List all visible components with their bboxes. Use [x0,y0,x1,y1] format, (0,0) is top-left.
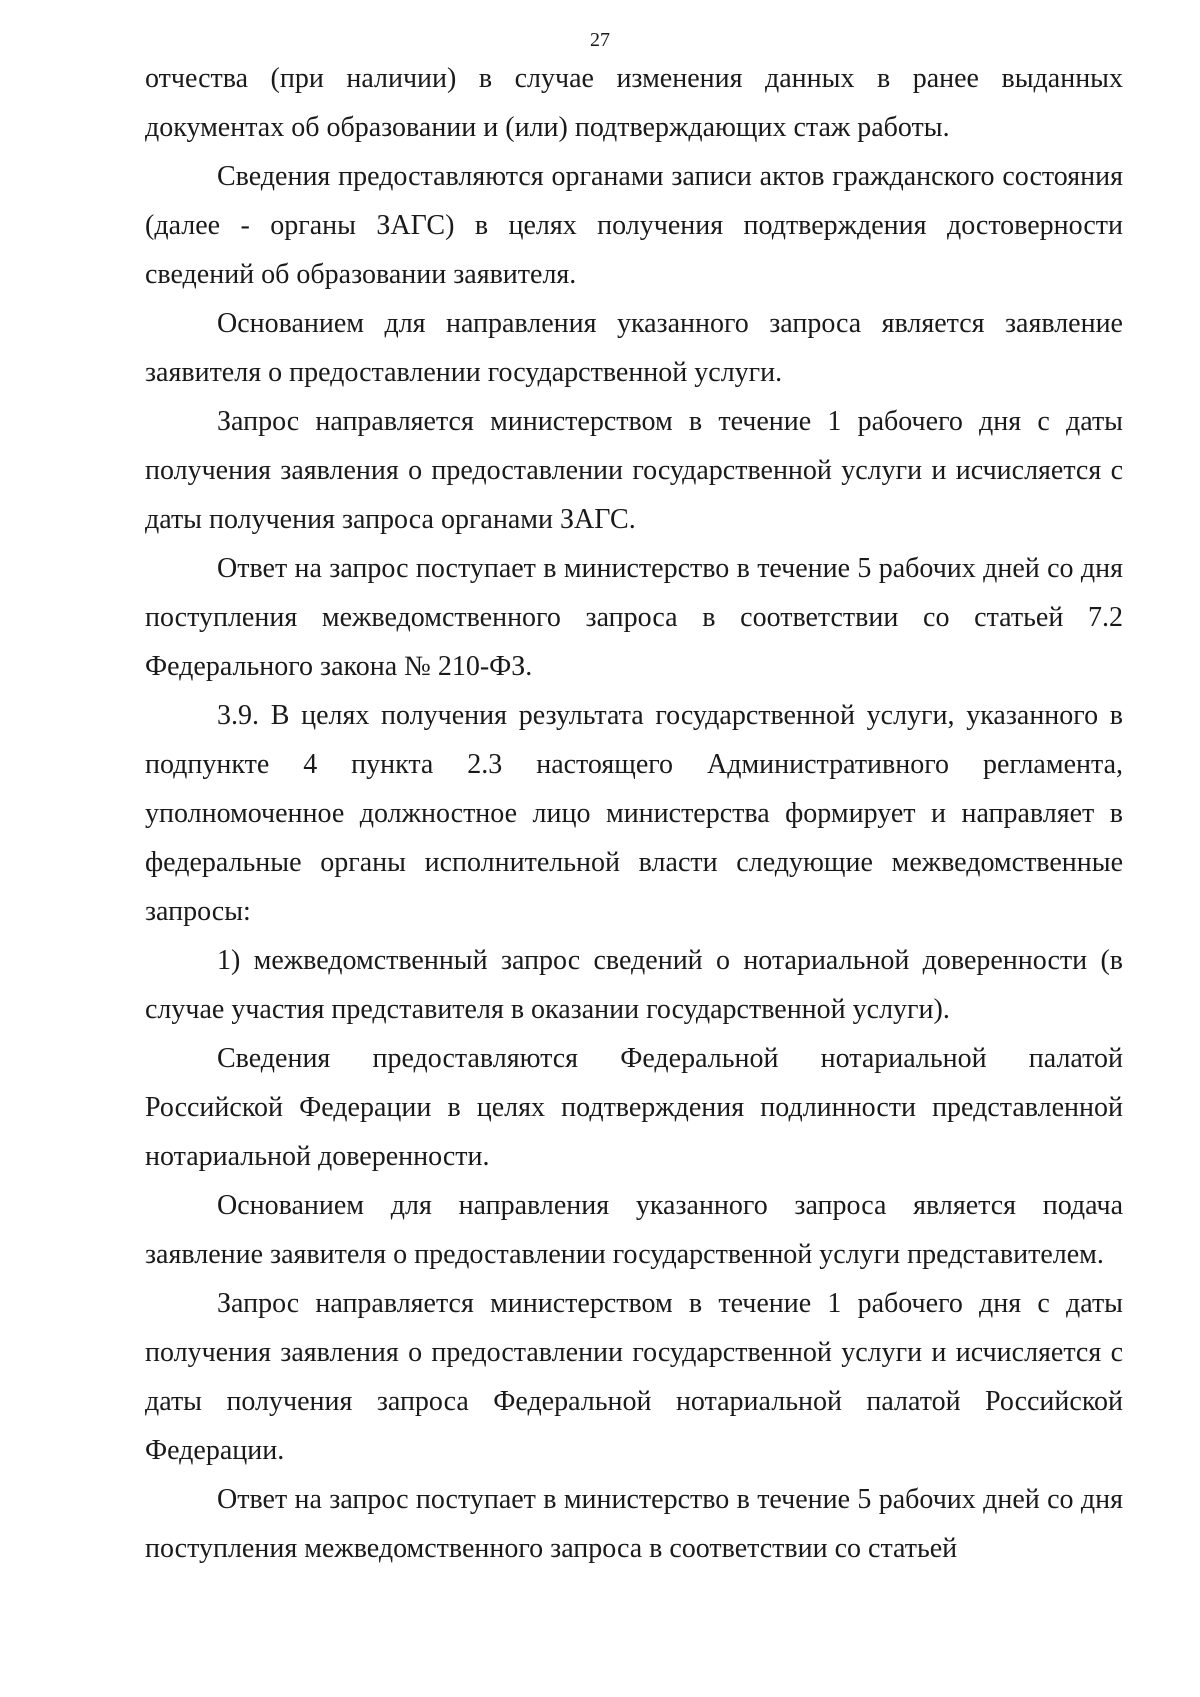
paragraph: 3.9. В целях получения результата государственной услуги, указанного в подпункте 4 пункта 2.3 настоящего Административного регламента, уполномоченное должностное лицо министерства формирует и направляет в федеральные органы исполнительной власти следующие межведомственные запросы: [145,700,1123,927]
paragraph: Запрос направляется министерством в течение 1 рабочего дня с даты получения заявления о предоставлении государственной услуги и исчисляется с даты получения запроса Федеральной нотариальной палатой Российской Федерации. [145,1288,1123,1466]
paragraph: Основанием для направления указанного запроса является подача заявление заявителя о предоставлении государственной услуги представителем. [145,1190,1123,1270]
paragraph: Сведения предоставляются Федеральной нотариальной палатой Российской Федерации в целях подтверждения подлинности представленной нотариальной доверенности. [145,1043,1123,1172]
paragraph: Ответ на запрос поступает в министерство в течение 5 рабочих дней со дня поступления межведомственного запроса в соответствии со статьей [145,1484,1123,1564]
page-number: 27 [590,29,610,51]
paragraph: Ответ на запрос поступает в министерство в течение 5 рабочих дней со дня поступления межведомственного запроса в соответствии со статьей 7.2 Федерального закона № 210-ФЗ. [145,553,1123,682]
paragraph: 1) межведомственный запрос сведений о нотариальной доверенности (в случае участия представителя в оказании государственной услуги). [145,945,1123,1025]
paragraph: Запрос направляется министерством в течение 1 рабочего дня с даты получения заявления о предоставлении государственной услуги и исчисляется с даты получения запроса органами ЗАГС. [145,406,1123,535]
paragraph: Сведения предоставляются органами записи актов гражданского состояния (далее - органы ЗАГС) в целях получения подтверждения достоверности сведений об образовании заявителя. [145,161,1123,290]
paragraph: отчества (при наличии) в случае изменения данных в ранее выданных документах об образовании и (или) подтверждающих стаж работы. [145,63,1123,143]
paragraph: Основанием для направления указанного запроса является заявление заявителя о предоставлении государственной услуги. [145,308,1123,388]
document-body [145,54,1123,1573]
